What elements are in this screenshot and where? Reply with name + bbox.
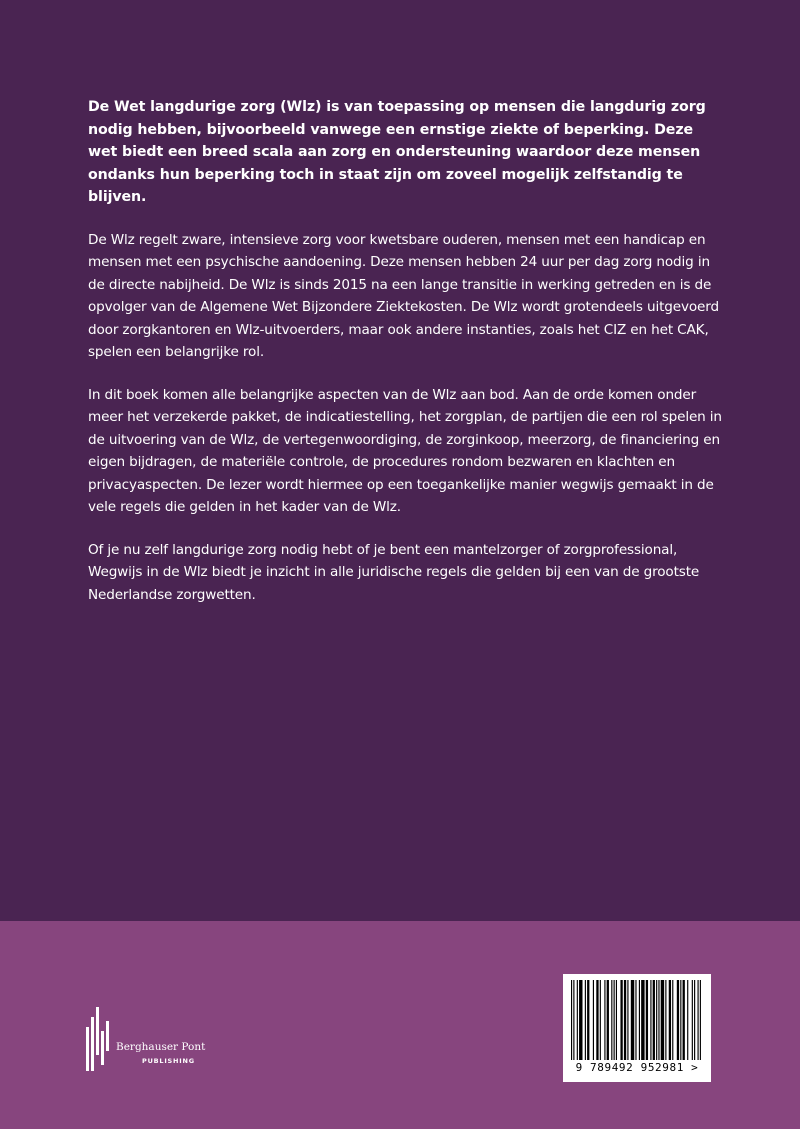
isbn-barcode xyxy=(563,974,711,1082)
body-paragraph: In dit boek komen alle belangrijke aspecten van de Wlz aan bod. Aan de orde komen onder meer het verzekerde pakket, de indicatiestelling, het zorgplan, de partijen die een rol spelen in de uitvoering van de Wlz, de vertegenwoordiging, de zorginkoop, meerzorg, de financiering en eigen bijdragen, de materiële controle, de procedures rondom bezwaren en klachten en privacyaspecten. De lezer wordt hiermee op een toegankelijke manier wegwijs gemaakt in de vele regels die gelden in het kader van de Wlz. xyxy=(88,386,722,515)
body-paragraph: De Wlz regelt zware, intensieve zorg voor kwetsbare ouderen, mensen met een handicap en mensen met een psychische aandoening. Deze mensen hebben 24 uur per dag zorg nodig in de directe nabijheid. De Wlz is sinds 2015 na een lange transitie in werking getreden en is de opvolger van de Algemene Wet Bijzondere Ziektekosten. De Wlz wordt grotendeels uitgevoerd door zorgkantoren en Wlz-uitvoerders, maar ook andere instanties, zoals het CIZ en het CAK, spelen een belangrijke rol. xyxy=(88,231,719,360)
barcode-bars xyxy=(571,980,703,1060)
intro-paragraph: De Wet langdurige zorg (Wlz) is van toepassing op mensen die langdurig zorg nodig hebben, bijvoorbeeld vanwege een ernstige ziekte of beperking. Deze wet biedt een breed scala aan zorg en ondersteuning waardoor deze mensen ondanks hun beperking toch in staat zijn om zoveel mogelijk zelfstandig te blijven. xyxy=(88,99,706,205)
publisher-logo xyxy=(86,1005,226,1075)
publisher-sub: PUBLISHING xyxy=(142,1057,195,1065)
body-paragraph: Of je nu zelf langdurige zorg nodig hebt of je bent een mantelzorger of zorgprofessional, Wegwijs in de Wlz biedt je inzicht in alle juridische regels die gelden bij een van de grootste Nederlandse zorgwetten. xyxy=(88,541,700,603)
barcode-digits: 9 789492 952981 > xyxy=(575,1061,699,1074)
logo-bars-icon xyxy=(86,1005,112,1073)
publisher-name: Berghauser Pont xyxy=(116,1041,206,1053)
blurb xyxy=(88,96,724,626)
